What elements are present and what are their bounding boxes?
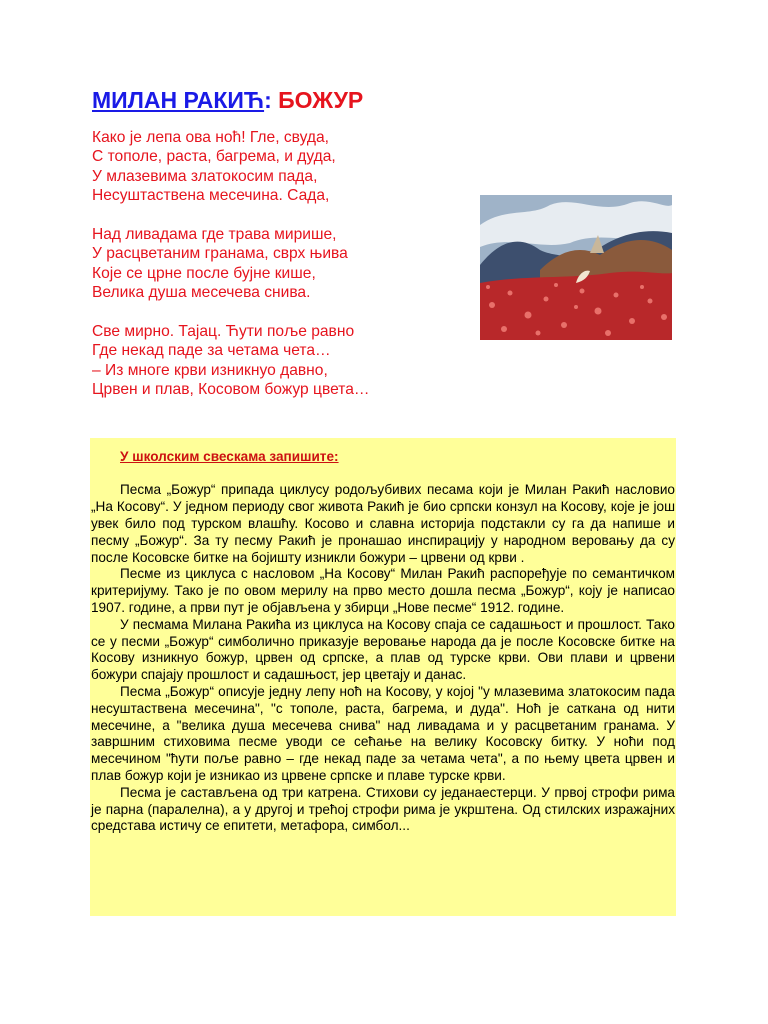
notes-paragraph: У песмама Милана Ракића из циклуса на Косову спаја се садашњост и прошлост. Тако се у песми „Божур“ симболично приказује веровање народа да је после Косовске битке на Косову изникнуо божур, црвен од српске, а плав од турске крви. Ови плави и црвени божури спајају прошлост и садашњост, јер цветају и данас. <box>91 616 675 683</box>
title-separator: : <box>264 87 272 113</box>
notes-paragraph: Песма „Божур“ описује једну лепу ноћ на Косову, у којој "у млазевима златокосим пада несуштаствена месечина", "с тополе, раста, багрема, и дуда". Ноћ је саткана од нити месечине, а "велика душа месечева снива" над ливадама и у расцветаним гранама. У завршним стиховима песме уводи се сећање на велику Косовску битку. У ноћи под месечином "ћути поље равно – где некад паде за четама чета", а по њему цвета црвен и плав божур који је изникао из црвене српске и плаве турске крви. <box>91 683 675 783</box>
verse: У расцветаним гранама, сврх њива <box>92 245 348 263</box>
verse: Над ливадама где трава мирише, <box>92 226 337 244</box>
peony-field-painting <box>480 195 672 340</box>
poem-text <box>92 128 462 419</box>
verse: Све мирно. Тајац. Ћути поље равно <box>92 323 355 341</box>
notes-paragraph: Песме из циклуса с насловом „На Косову“ Милан Ракић распоређује по семантичком критеријуму. Тако је по овом мерилу на прво место дошла песма „Божур“, коју је написао 1907. године, а први пут је објављена у збирци „Нове песме“ 1912. године. <box>91 566 675 615</box>
verse: Црвен и плав, Косовом божур цвета… <box>92 381 370 399</box>
verse: – Из многе крви изникнуо давно, <box>92 361 328 379</box>
verse: Како је лепа ова ноћ! Гле, свуда, <box>92 129 329 146</box>
verse: Велика душа месечева снива. <box>92 284 311 302</box>
notes-heading: У школским свескама запишите: <box>120 449 339 464</box>
page-title <box>92 86 363 114</box>
stanza-3 <box>92 322 462 400</box>
verse: У млазевима златокосим пада, <box>92 167 318 185</box>
stanza-1 <box>92 128 462 206</box>
verse: Где некад паде за четама чета… <box>92 342 331 360</box>
notes-box <box>90 438 676 916</box>
verse: Несуштаствена месечина. Сада, <box>92 187 330 205</box>
author-link[interactable]: МИЛАН РАКИЋ <box>92 87 265 113</box>
verse: С тополе, раста, багрема, и дуда, <box>92 148 336 166</box>
verse: Које се црне после бујне кише, <box>92 264 316 282</box>
poem-title: БОЖУР <box>278 87 364 113</box>
stanza-2 <box>92 225 462 303</box>
notes-paragraph: Песма је састављена од три катрена. Стихови су једанаестерци. У првој строфи рима је парна (паралелна), а у другој и трећој строфи рима је укрштена. Од стилских изражајних средстава истичу се епитети, метафора, симбол... <box>91 784 675 834</box>
notes-paragraph: Песма „Божур“ припада циклусу родољубивих песама који је Милан Ракић насловио „На Косову“. У једном периоду свог живота Ракић је био српски конзул на Косову, које је још увек било под турском влашћу. Косово и славна историја подстакли су га да напише и песму „Божур“. За ту песму Ракић је пронашао инспирацију у народном веровању да су после Косовске битке на бојишту изникли божури – црвени од крви . <box>91 482 675 565</box>
